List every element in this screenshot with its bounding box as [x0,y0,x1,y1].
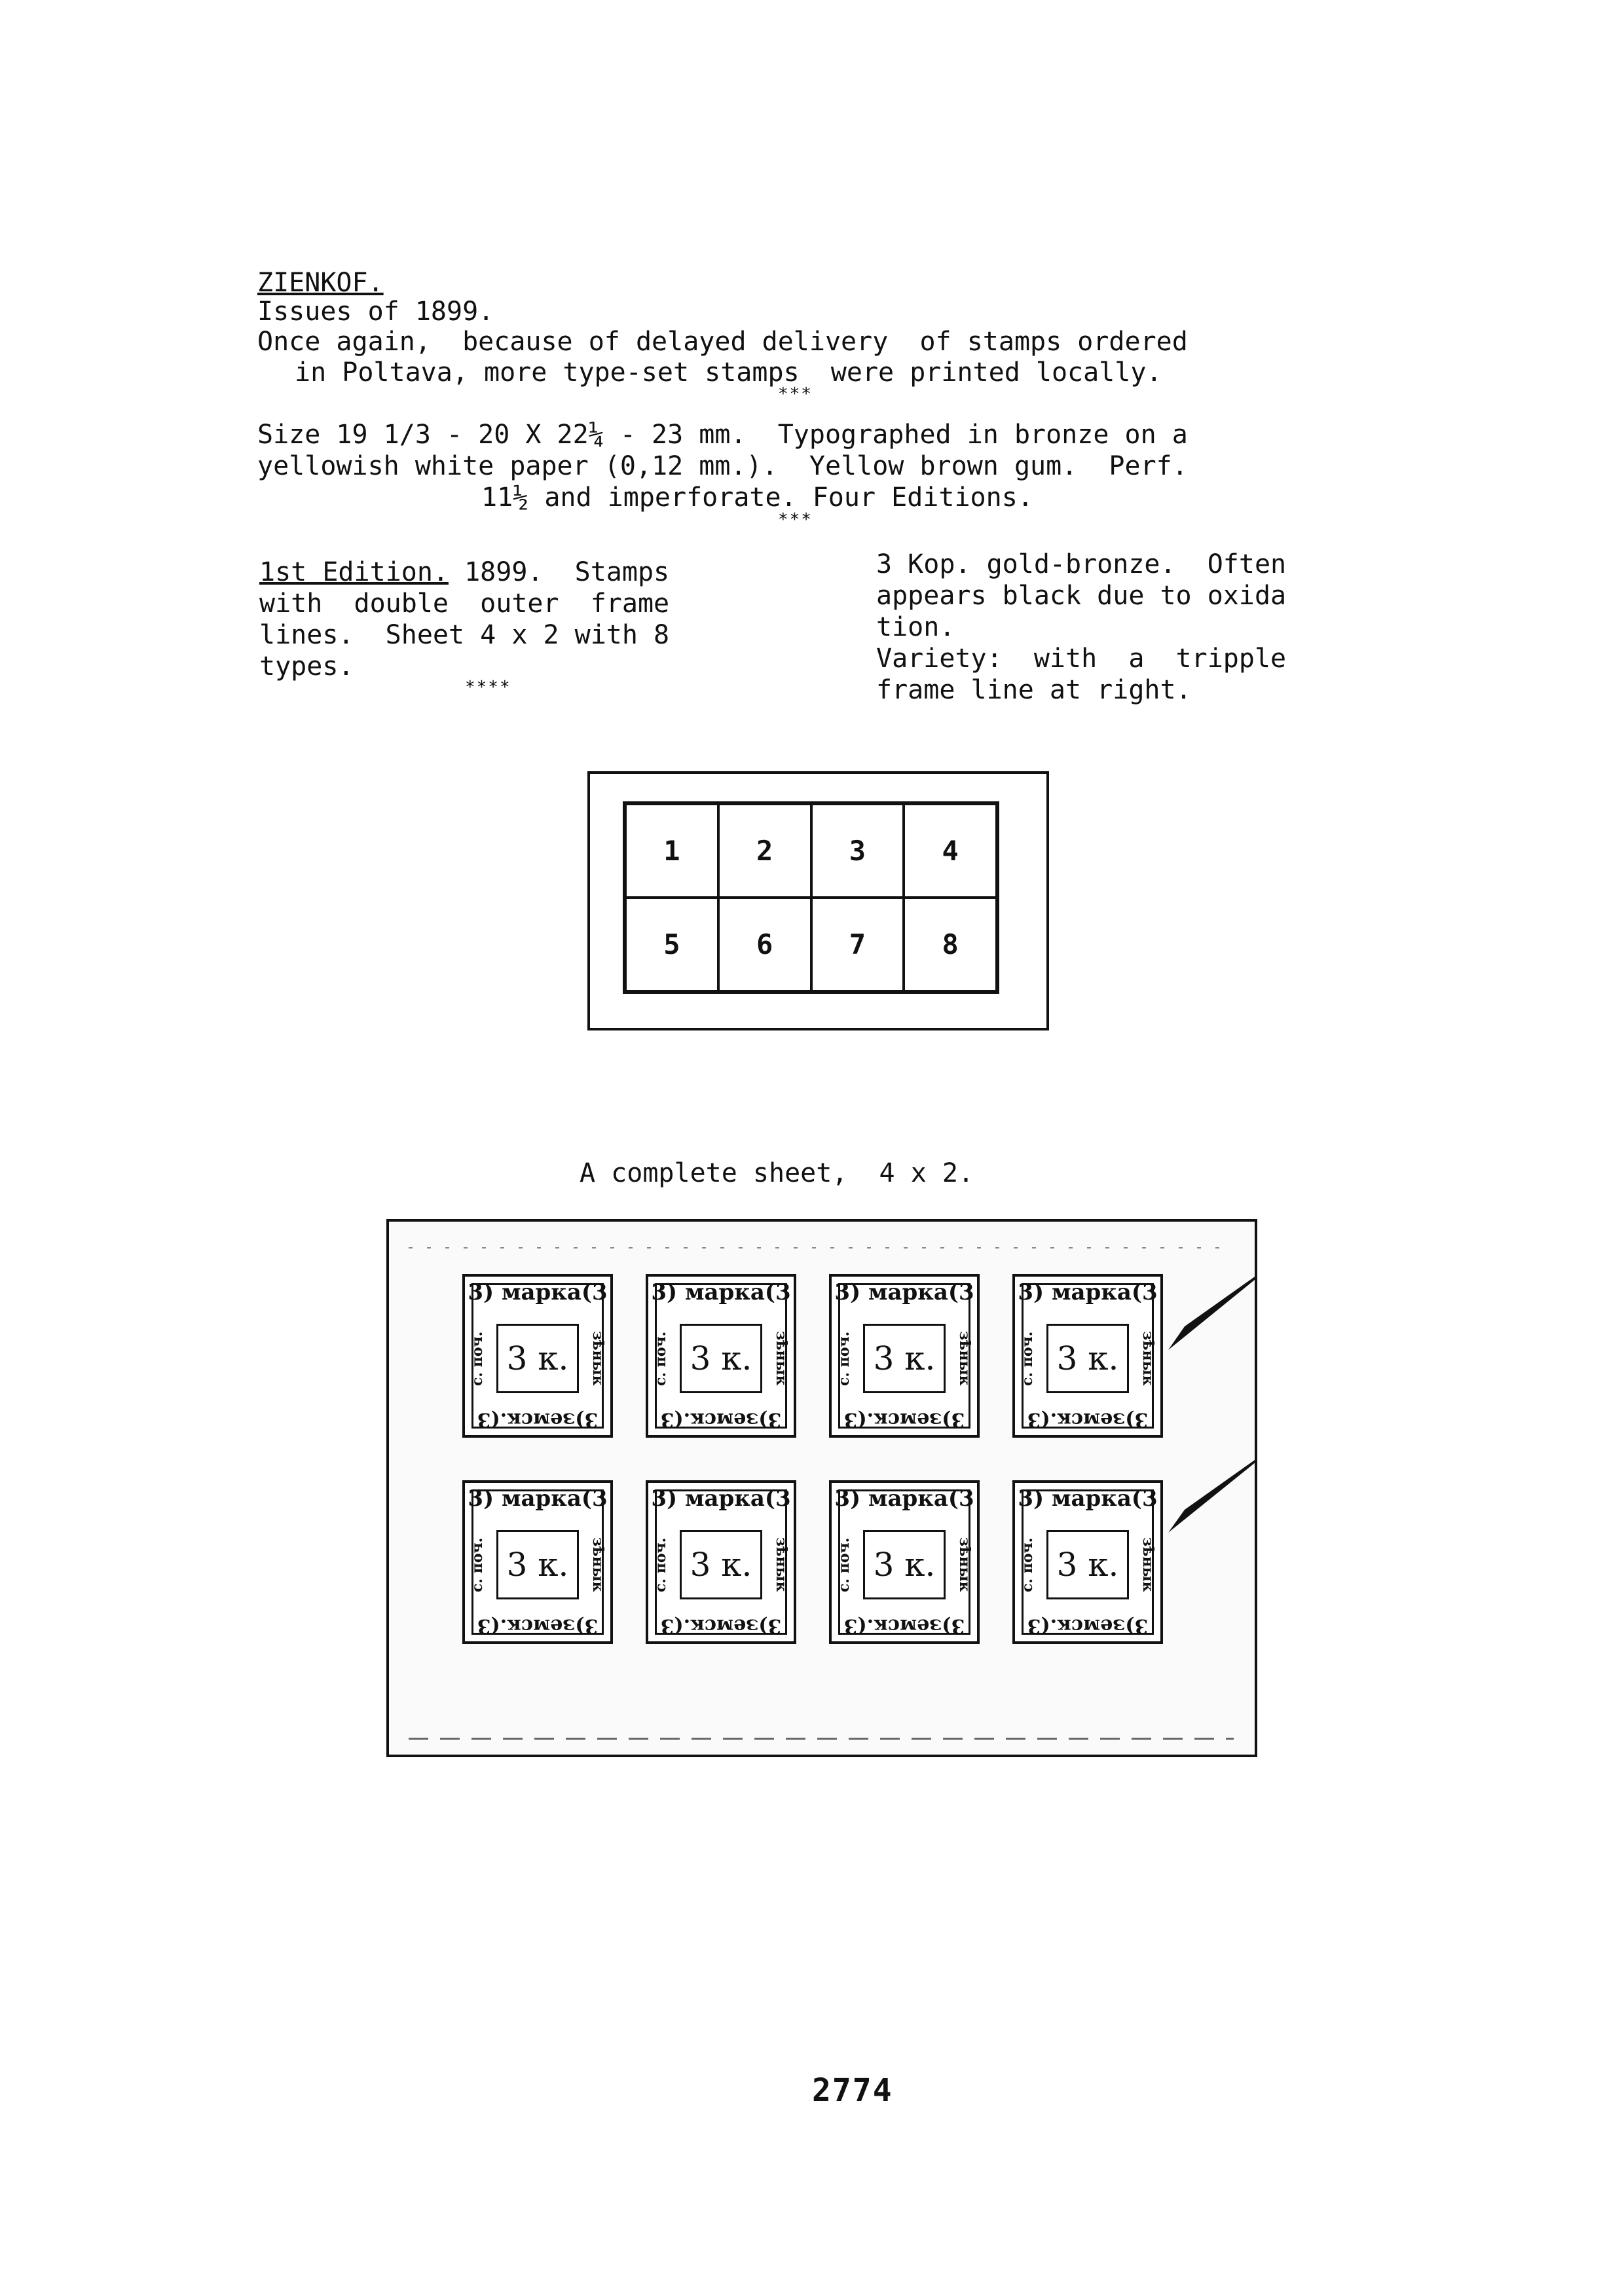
edition-stars: **** [465,678,511,697]
stamp-value: 3 к. [496,1324,579,1393]
desc-line-5: frame line at right. [876,675,1192,705]
layout-cell: 3 [811,804,904,898]
stamp-left-text: с. поч. [652,1331,669,1386]
stamp-value: 3 к. [863,1324,946,1393]
layout-cell: 5 [625,898,718,991]
desc-line-1: 3 Kop. gold-bronze. Often [876,549,1287,579]
stamp-top-text: 3) марка(3 [468,1485,608,1512]
stamp-top-text: 3) марка(3 [1018,1485,1158,1512]
sheet-photo [386,1219,1257,1757]
layout-cell: 7 [811,898,904,991]
stamp-value: 3 к. [496,1530,579,1599]
divider-stars-1: *** [778,384,813,404]
stamp-right-text: зѣнык [956,1537,973,1592]
edition-line-1 [259,556,669,588]
stamp-value: 3 к. [863,1530,946,1599]
stamp-right-text: зѣнык [1139,1331,1156,1386]
stamp-bottom-text: 3)земск.(3 [660,1408,782,1431]
stamp-left-text: с. поч. [836,1331,853,1386]
stamp-top-text: 3) марка(3 [1018,1279,1158,1305]
edition-line-3: lines. Sheet 4 x 2 with 8 [259,620,670,650]
stamp-bottom-text: 3)земск.(3 [1027,1614,1149,1637]
divider-stars-2: *** [778,510,813,530]
intro-line-1: Once again, because of delayed delivery of stamps ordered [257,327,1188,357]
layout-cell: 2 [718,804,811,898]
stamp-bottom-text: 3)земск.(3 [843,1408,965,1431]
spec-line-1: Size 19 1/3 - 20 X 22¼ - 23 mm. Typographed in bronze on a [257,420,1188,450]
stamp-left-text: с. поч. [1019,1331,1036,1386]
pointer-arrows [389,1222,1255,1755]
stamp-left-text: с. поч. [469,1331,486,1386]
edition-line-2: with double outer frame [259,589,670,619]
stamp-bottom-text: 3)земск.(3 [477,1408,599,1431]
stamp-right-text: зѣнык [589,1331,606,1386]
stamp-top-text: 3) марка(3 [834,1279,974,1305]
edition-line-4: types. [259,651,354,682]
spec-line-3: 11½ and imperforate. Four Editions. [481,483,1033,513]
page-title: ZIENKOF. [257,268,384,298]
stamp-value: 3 к. [680,1324,762,1393]
stamp-value: 3 к. [1046,1530,1129,1599]
edition-year: 1899. Stamps [448,557,670,587]
stamp-top-text: 3) марка(3 [834,1485,974,1512]
stamp-bottom-text: 3)земск.(3 [843,1614,965,1637]
intro-line-2: in Poltava, more type-set stamps were printed locally. [295,357,1162,388]
stamp-left-text: с. поч. [1019,1537,1036,1592]
page-number: 2774 [812,2072,893,2109]
desc-line-4: Variety: with a tripple [876,644,1287,674]
stamp-top-text: 3) марка(3 [468,1279,608,1305]
edition-label: 1st Edition. [259,557,449,587]
layout-cell: 8 [904,898,997,991]
stamp-right-text: зѣнык [589,1537,606,1592]
stamp-left-text: с. поч. [469,1537,486,1592]
desc-line-2: appears black due to oxida [876,581,1287,611]
layout-cell: 1 [625,804,718,898]
sheet-caption: A complete sheet, 4 x 2. [580,1158,974,1188]
stamp-right-text: зѣнык [956,1331,973,1386]
desc-line-3: tion. [876,612,955,642]
stamp-left-text: с. поч. [652,1537,669,1592]
spec-line-2: yellowish white paper (0,12 mm.). Yellow brown gum. Perf. [257,451,1188,481]
stamp-top-text: 3) марка(3 [651,1279,791,1305]
stamp-right-text: зѣнык [773,1331,790,1386]
stamp-bottom-text: 3)земск.(3 [660,1614,782,1637]
stamp-bottom-text: 3)земск.(3 [477,1614,599,1637]
stamp-right-text: зѣнык [1139,1537,1156,1592]
stamp-left-text: с. поч. [836,1537,853,1592]
arrow-bottom-right [1168,1438,1255,1533]
stamp-top-text: 3) марка(3 [651,1485,791,1512]
stamp-bottom-text: 3)земск.(3 [1027,1408,1149,1431]
arrow-top-right [1168,1254,1255,1350]
layout-cell: 4 [904,804,997,898]
issue-subtitle: Issues of 1899. [257,297,494,327]
stamp-value: 3 к. [1046,1324,1129,1393]
sheet-layout-grid [623,801,999,994]
stamp-value: 3 к. [680,1530,762,1599]
stamp-right-text: зѣнык [773,1537,790,1592]
layout-cell: 6 [718,898,811,991]
sheet-layout-diagram [587,771,1049,1030]
